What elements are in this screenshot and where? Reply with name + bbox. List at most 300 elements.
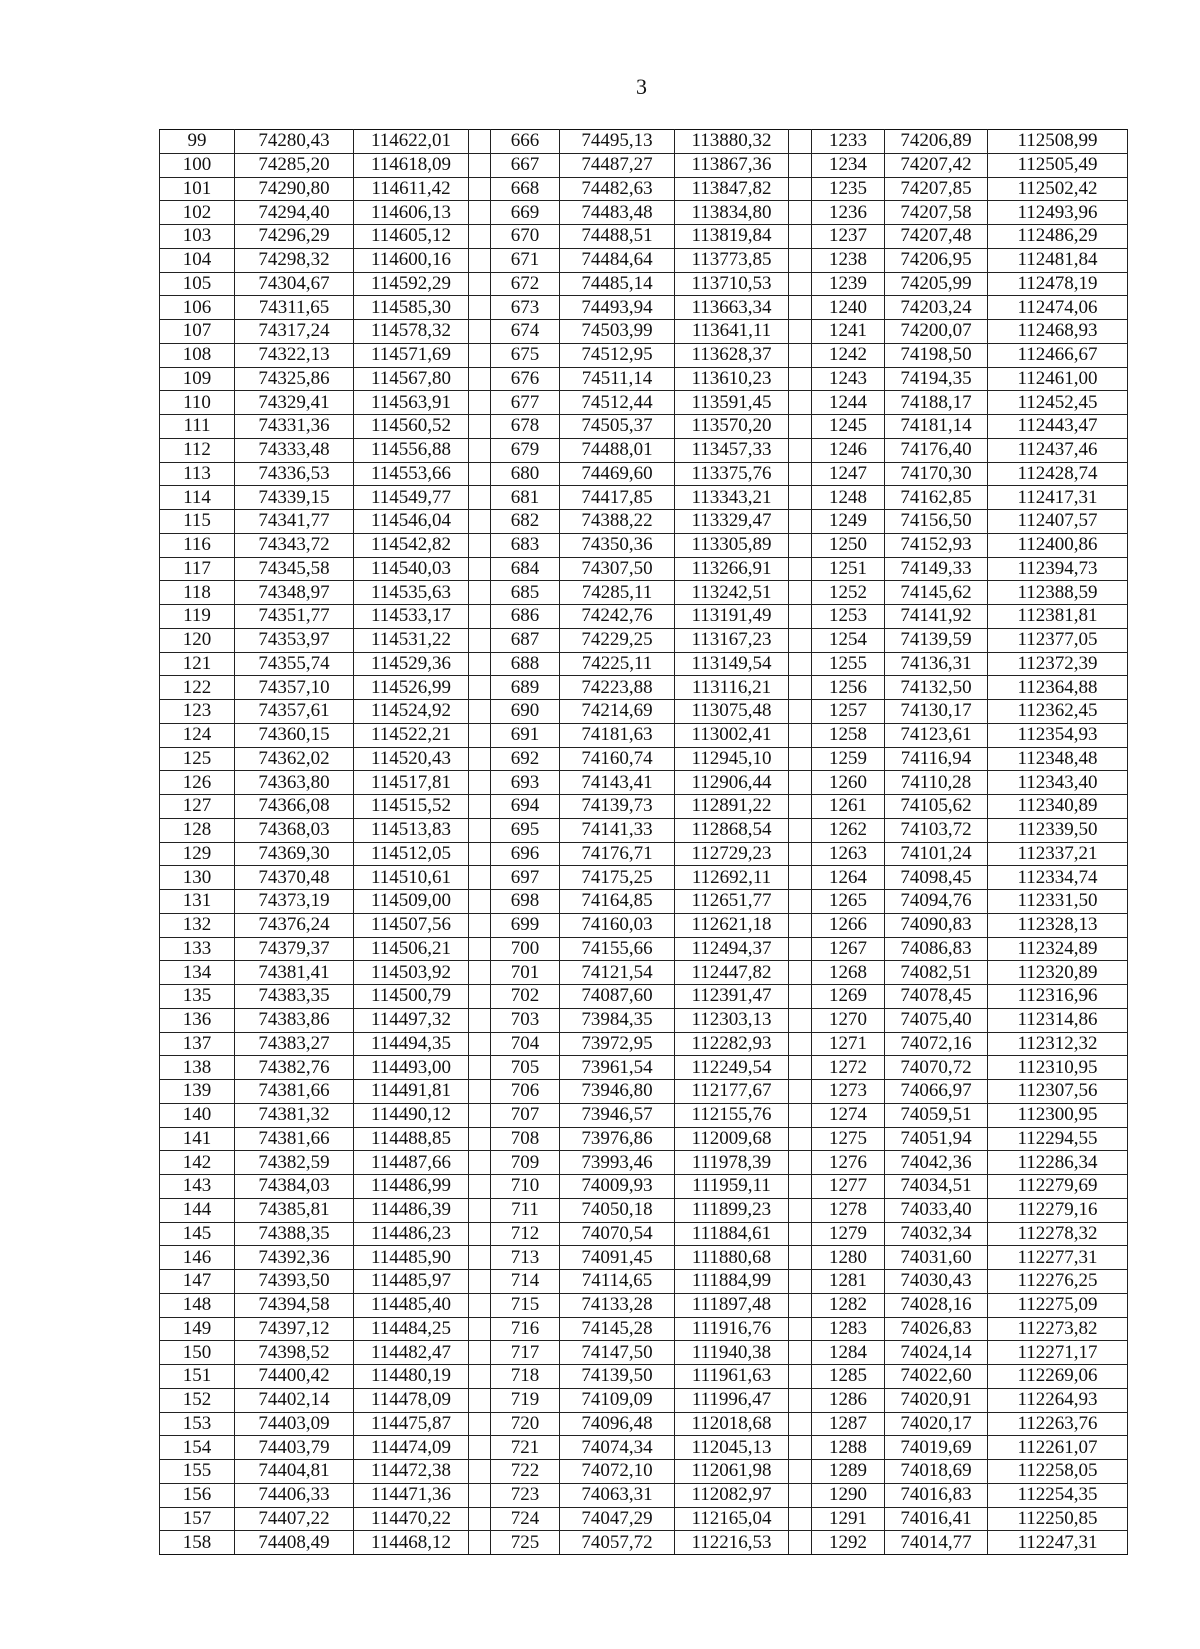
x-coordinate-cell: 74200,07 xyxy=(885,320,988,344)
point-number-cell: 1288 xyxy=(812,1436,885,1460)
point-number-cell: 666 xyxy=(491,130,560,154)
y-coordinate-cell: 114618,09 xyxy=(354,153,469,177)
point-number-cell: 127 xyxy=(160,795,235,819)
point-number-cell: 671 xyxy=(491,248,560,272)
point-number-cell: 133 xyxy=(160,937,235,961)
point-number-cell: 157 xyxy=(160,1507,235,1531)
column-separator xyxy=(469,1246,491,1270)
point-number-cell: 1263 xyxy=(812,842,885,866)
y-coordinate-cell: 112891,22 xyxy=(675,795,789,819)
x-coordinate-cell: 74205,99 xyxy=(885,272,988,296)
point-number-cell: 1237 xyxy=(812,225,885,249)
x-coordinate-cell: 74164,85 xyxy=(560,890,675,914)
point-number-cell: 136 xyxy=(160,1008,235,1032)
column-separator xyxy=(789,153,812,177)
y-coordinate-cell: 114494,35 xyxy=(354,1032,469,1056)
column-separator xyxy=(469,866,491,890)
x-coordinate-cell: 74091,45 xyxy=(560,1246,675,1270)
x-coordinate-cell: 74357,10 xyxy=(235,676,354,700)
point-number-cell: 126 xyxy=(160,771,235,795)
x-coordinate-cell: 74482,63 xyxy=(560,177,675,201)
column-separator xyxy=(789,1436,812,1460)
point-number-cell: 1277 xyxy=(812,1175,885,1199)
column-separator xyxy=(789,320,812,344)
table-row xyxy=(160,1080,1128,1104)
point-number-cell: 1243 xyxy=(812,367,885,391)
column-separator xyxy=(469,1151,491,1175)
table-row xyxy=(160,486,1128,510)
table-row xyxy=(160,1507,1128,1531)
column-separator xyxy=(789,296,812,320)
column-separator xyxy=(469,415,491,439)
x-coordinate-cell: 74086,83 xyxy=(885,937,988,961)
y-coordinate-cell: 112362,45 xyxy=(988,700,1128,724)
column-separator xyxy=(469,1507,491,1531)
point-number-cell: 698 xyxy=(491,890,560,914)
point-number-cell: 1244 xyxy=(812,391,885,415)
y-coordinate-cell: 113191,49 xyxy=(675,605,789,629)
y-coordinate-cell: 112388,59 xyxy=(988,581,1128,605)
y-coordinate-cell: 112155,76 xyxy=(675,1103,789,1127)
column-separator xyxy=(469,842,491,866)
column-separator xyxy=(789,1365,812,1389)
x-coordinate-cell: 74121,54 xyxy=(560,961,675,985)
y-coordinate-cell: 111884,61 xyxy=(675,1222,789,1246)
x-coordinate-cell: 74294,40 xyxy=(235,201,354,225)
y-coordinate-cell: 113266,91 xyxy=(675,557,789,581)
point-number-cell: 123 xyxy=(160,700,235,724)
point-number-cell: 1265 xyxy=(812,890,885,914)
point-number-cell: 103 xyxy=(160,225,235,249)
table-row xyxy=(160,1531,1128,1555)
column-separator xyxy=(789,676,812,700)
x-coordinate-cell: 74207,42 xyxy=(885,153,988,177)
column-separator xyxy=(469,818,491,842)
column-separator xyxy=(469,1103,491,1127)
y-coordinate-cell: 112328,13 xyxy=(988,913,1128,937)
y-coordinate-cell: 114606,13 xyxy=(354,201,469,225)
column-separator xyxy=(469,1222,491,1246)
column-separator xyxy=(469,700,491,724)
point-number-cell: 694 xyxy=(491,795,560,819)
x-coordinate-cell: 74207,48 xyxy=(885,225,988,249)
point-number-cell: 141 xyxy=(160,1127,235,1151)
x-coordinate-cell: 74488,01 xyxy=(560,438,675,462)
column-separator xyxy=(469,510,491,534)
x-coordinate-cell: 74350,36 xyxy=(560,533,675,557)
x-coordinate-cell: 74404,81 xyxy=(235,1460,354,1484)
column-separator xyxy=(469,1270,491,1294)
x-coordinate-cell: 74376,24 xyxy=(235,913,354,937)
point-number-cell: 1283 xyxy=(812,1317,885,1341)
x-coordinate-cell: 74203,24 xyxy=(885,296,988,320)
x-coordinate-cell: 74512,95 xyxy=(560,343,675,367)
y-coordinate-cell: 114488,85 xyxy=(354,1127,469,1151)
column-separator xyxy=(789,771,812,795)
x-coordinate-cell: 74382,59 xyxy=(235,1151,354,1175)
point-number-cell: 105 xyxy=(160,272,235,296)
table-row xyxy=(160,1293,1128,1317)
y-coordinate-cell: 112443,47 xyxy=(988,415,1128,439)
y-coordinate-cell: 111978,39 xyxy=(675,1151,789,1175)
x-coordinate-cell: 74353,97 xyxy=(235,628,354,652)
point-number-cell: 1241 xyxy=(812,320,885,344)
column-separator xyxy=(469,652,491,676)
point-number-cell: 149 xyxy=(160,1317,235,1341)
x-coordinate-cell: 74096,48 xyxy=(560,1412,675,1436)
point-number-cell: 692 xyxy=(491,747,560,771)
x-coordinate-cell: 74505,37 xyxy=(560,415,675,439)
y-coordinate-cell: 114472,38 xyxy=(354,1460,469,1484)
x-coordinate-cell: 74388,35 xyxy=(235,1222,354,1246)
y-coordinate-cell: 112478,19 xyxy=(988,272,1128,296)
y-coordinate-cell: 112310,95 xyxy=(988,1056,1128,1080)
point-number-cell: 1280 xyxy=(812,1246,885,1270)
point-number-cell: 1234 xyxy=(812,153,885,177)
y-coordinate-cell: 113375,76 xyxy=(675,462,789,486)
x-coordinate-cell: 74317,24 xyxy=(235,320,354,344)
x-coordinate-cell: 74145,28 xyxy=(560,1317,675,1341)
point-number-cell: 1260 xyxy=(812,771,885,795)
point-number-cell: 683 xyxy=(491,533,560,557)
point-number-cell: 158 xyxy=(160,1531,235,1555)
x-coordinate-cell: 74322,13 xyxy=(235,343,354,367)
x-coordinate-cell: 74402,14 xyxy=(235,1388,354,1412)
x-coordinate-cell: 74285,11 xyxy=(560,581,675,605)
point-number-cell: 691 xyxy=(491,723,560,747)
column-separator xyxy=(789,1270,812,1294)
column-separator xyxy=(469,1198,491,1222)
column-separator xyxy=(469,890,491,914)
point-number-cell: 144 xyxy=(160,1198,235,1222)
column-separator xyxy=(469,438,491,462)
table-row xyxy=(160,367,1128,391)
table-row xyxy=(160,1056,1128,1080)
y-coordinate-cell: 114549,77 xyxy=(354,486,469,510)
table-row xyxy=(160,1365,1128,1389)
column-separator xyxy=(789,438,812,462)
table-row xyxy=(160,605,1128,629)
y-coordinate-cell: 114482,47 xyxy=(354,1341,469,1365)
column-separator xyxy=(789,225,812,249)
column-separator xyxy=(469,1056,491,1080)
table-row xyxy=(160,557,1128,581)
point-number-cell: 132 xyxy=(160,913,235,937)
x-coordinate-cell: 73993,46 xyxy=(560,1151,675,1175)
y-coordinate-cell: 112486,29 xyxy=(988,225,1128,249)
x-coordinate-cell: 74074,34 xyxy=(560,1436,675,1460)
y-coordinate-cell: 112334,74 xyxy=(988,866,1128,890)
point-number-cell: 706 xyxy=(491,1080,560,1104)
x-coordinate-cell: 74139,73 xyxy=(560,795,675,819)
y-coordinate-cell: 112250,85 xyxy=(988,1507,1128,1531)
point-number-cell: 120 xyxy=(160,628,235,652)
y-coordinate-cell: 114526,99 xyxy=(354,676,469,700)
point-number-cell: 1275 xyxy=(812,1127,885,1151)
y-coordinate-cell: 112381,81 xyxy=(988,605,1128,629)
y-coordinate-cell: 113880,32 xyxy=(675,130,789,154)
y-coordinate-cell: 114592,29 xyxy=(354,272,469,296)
column-separator xyxy=(789,723,812,747)
x-coordinate-cell: 74130,17 xyxy=(885,700,988,724)
y-coordinate-cell: 114560,52 xyxy=(354,415,469,439)
point-number-cell: 1254 xyxy=(812,628,885,652)
point-number-cell: 1276 xyxy=(812,1151,885,1175)
column-separator xyxy=(789,890,812,914)
column-separator xyxy=(469,557,491,581)
point-number-cell: 1235 xyxy=(812,177,885,201)
y-coordinate-cell: 113305,89 xyxy=(675,533,789,557)
y-coordinate-cell: 112461,00 xyxy=(988,367,1128,391)
column-separator xyxy=(469,747,491,771)
x-coordinate-cell: 74298,32 xyxy=(235,248,354,272)
table-row xyxy=(160,652,1128,676)
x-coordinate-cell: 74400,42 xyxy=(235,1365,354,1389)
point-number-cell: 710 xyxy=(491,1175,560,1199)
x-coordinate-cell: 74028,16 xyxy=(885,1293,988,1317)
point-number-cell: 125 xyxy=(160,747,235,771)
y-coordinate-cell: 114563,91 xyxy=(354,391,469,415)
x-coordinate-cell: 74032,34 xyxy=(885,1222,988,1246)
x-coordinate-cell: 74381,32 xyxy=(235,1103,354,1127)
column-separator xyxy=(789,1341,812,1365)
y-coordinate-cell: 112348,48 xyxy=(988,747,1128,771)
column-separator xyxy=(469,367,491,391)
point-number-cell: 686 xyxy=(491,605,560,629)
y-coordinate-cell: 112337,21 xyxy=(988,842,1128,866)
table-row xyxy=(160,415,1128,439)
y-coordinate-cell: 114468,12 xyxy=(354,1531,469,1555)
point-number-cell: 1256 xyxy=(812,676,885,700)
column-separator xyxy=(469,391,491,415)
x-coordinate-cell: 74345,58 xyxy=(235,557,354,581)
x-coordinate-cell: 73946,57 xyxy=(560,1103,675,1127)
point-number-cell: 113 xyxy=(160,462,235,486)
y-coordinate-cell: 112286,34 xyxy=(988,1151,1128,1175)
x-coordinate-cell: 74304,67 xyxy=(235,272,354,296)
column-separator xyxy=(789,1103,812,1127)
x-coordinate-cell: 74078,45 xyxy=(885,985,988,1009)
x-coordinate-cell: 74329,41 xyxy=(235,391,354,415)
point-number-cell: 675 xyxy=(491,343,560,367)
x-coordinate-cell: 74033,40 xyxy=(885,1198,988,1222)
table-row xyxy=(160,581,1128,605)
point-number-cell: 700 xyxy=(491,937,560,961)
y-coordinate-cell: 112407,57 xyxy=(988,510,1128,534)
x-coordinate-cell: 73976,86 xyxy=(560,1127,675,1151)
point-number-cell: 1249 xyxy=(812,510,885,534)
table-row xyxy=(160,1341,1128,1365)
point-number-cell: 153 xyxy=(160,1412,235,1436)
point-number-cell: 701 xyxy=(491,961,560,985)
y-coordinate-cell: 112481,84 xyxy=(988,248,1128,272)
y-coordinate-cell: 114605,12 xyxy=(354,225,469,249)
column-separator xyxy=(469,1388,491,1412)
column-separator xyxy=(469,1080,491,1104)
column-separator xyxy=(789,1531,812,1555)
x-coordinate-cell: 74103,72 xyxy=(885,818,988,842)
x-coordinate-cell: 74394,58 xyxy=(235,1293,354,1317)
y-coordinate-cell: 111897,48 xyxy=(675,1293,789,1317)
column-separator xyxy=(789,818,812,842)
table-row xyxy=(160,1317,1128,1341)
x-coordinate-cell: 74139,59 xyxy=(885,628,988,652)
y-coordinate-cell: 112651,77 xyxy=(675,890,789,914)
column-separator xyxy=(789,628,812,652)
y-coordinate-cell: 113710,53 xyxy=(675,272,789,296)
column-separator xyxy=(789,1483,812,1507)
point-number-cell: 1252 xyxy=(812,581,885,605)
table-row xyxy=(160,272,1128,296)
y-coordinate-cell: 114567,80 xyxy=(354,367,469,391)
point-number-cell: 1246 xyxy=(812,438,885,462)
column-separator xyxy=(789,1388,812,1412)
x-coordinate-cell: 74214,69 xyxy=(560,700,675,724)
point-number-cell: 714 xyxy=(491,1270,560,1294)
column-separator xyxy=(789,985,812,1009)
y-coordinate-cell: 113819,84 xyxy=(675,225,789,249)
table-row xyxy=(160,842,1128,866)
point-number-cell: 1239 xyxy=(812,272,885,296)
x-coordinate-cell: 74331,36 xyxy=(235,415,354,439)
y-coordinate-cell: 114578,32 xyxy=(354,320,469,344)
x-coordinate-cell: 74366,08 xyxy=(235,795,354,819)
y-coordinate-cell: 113329,47 xyxy=(675,510,789,534)
x-coordinate-cell: 74373,19 xyxy=(235,890,354,914)
point-number-cell: 672 xyxy=(491,272,560,296)
x-coordinate-cell: 74050,18 xyxy=(560,1198,675,1222)
point-number-cell: 1262 xyxy=(812,818,885,842)
column-separator xyxy=(469,676,491,700)
column-separator xyxy=(789,1080,812,1104)
x-coordinate-cell: 74094,76 xyxy=(885,890,988,914)
y-coordinate-cell: 114585,30 xyxy=(354,296,469,320)
y-coordinate-cell: 112294,55 xyxy=(988,1127,1128,1151)
y-coordinate-cell: 114470,22 xyxy=(354,1507,469,1531)
y-coordinate-cell: 112307,56 xyxy=(988,1080,1128,1104)
column-separator xyxy=(789,272,812,296)
y-coordinate-cell: 112692,11 xyxy=(675,866,789,890)
table-row xyxy=(160,533,1128,557)
point-number-cell: 138 xyxy=(160,1056,235,1080)
column-separator xyxy=(789,937,812,961)
y-coordinate-cell: 114474,09 xyxy=(354,1436,469,1460)
table-row xyxy=(160,1032,1128,1056)
x-coordinate-cell: 74176,71 xyxy=(560,842,675,866)
column-separator xyxy=(789,1317,812,1341)
table-row xyxy=(160,1008,1128,1032)
x-coordinate-cell: 74341,77 xyxy=(235,510,354,534)
point-number-cell: 1253 xyxy=(812,605,885,629)
y-coordinate-cell: 112400,86 xyxy=(988,533,1128,557)
x-coordinate-cell: 74383,35 xyxy=(235,985,354,1009)
y-coordinate-cell: 113591,45 xyxy=(675,391,789,415)
point-number-cell: 107 xyxy=(160,320,235,344)
point-number-cell: 118 xyxy=(160,581,235,605)
point-number-cell: 682 xyxy=(491,510,560,534)
point-number-cell: 131 xyxy=(160,890,235,914)
point-number-cell: 102 xyxy=(160,201,235,225)
point-number-cell: 1264 xyxy=(812,866,885,890)
point-number-cell: 1261 xyxy=(812,795,885,819)
column-separator xyxy=(469,628,491,652)
column-separator xyxy=(789,700,812,724)
y-coordinate-cell: 113610,23 xyxy=(675,367,789,391)
x-coordinate-cell: 74136,31 xyxy=(885,652,988,676)
y-coordinate-cell: 112729,23 xyxy=(675,842,789,866)
x-coordinate-cell: 74407,22 xyxy=(235,1507,354,1531)
y-coordinate-cell: 112468,93 xyxy=(988,320,1128,344)
y-coordinate-cell: 114485,97 xyxy=(354,1270,469,1294)
y-coordinate-cell: 114486,39 xyxy=(354,1198,469,1222)
x-coordinate-cell: 74194,35 xyxy=(885,367,988,391)
point-number-cell: 1274 xyxy=(812,1103,885,1127)
y-coordinate-cell: 114611,42 xyxy=(354,177,469,201)
point-number-cell: 1268 xyxy=(812,961,885,985)
point-number-cell: 720 xyxy=(491,1412,560,1436)
point-number-cell: 1250 xyxy=(812,533,885,557)
x-coordinate-cell: 74149,33 xyxy=(885,557,988,581)
x-coordinate-cell: 74109,09 xyxy=(560,1388,675,1412)
table-row xyxy=(160,1388,1128,1412)
table-row xyxy=(160,1246,1128,1270)
point-number-cell: 151 xyxy=(160,1365,235,1389)
y-coordinate-cell: 112394,73 xyxy=(988,557,1128,581)
x-coordinate-cell: 74339,15 xyxy=(235,486,354,510)
x-coordinate-cell: 74406,33 xyxy=(235,1483,354,1507)
point-number-cell: 670 xyxy=(491,225,560,249)
x-coordinate-cell: 74311,65 xyxy=(235,296,354,320)
point-number-cell: 1270 xyxy=(812,1008,885,1032)
x-coordinate-cell: 74511,14 xyxy=(560,367,675,391)
point-number-cell: 1279 xyxy=(812,1222,885,1246)
column-separator xyxy=(789,486,812,510)
x-coordinate-cell: 73984,35 xyxy=(560,1008,675,1032)
y-coordinate-cell: 114486,99 xyxy=(354,1175,469,1199)
y-coordinate-cell: 114524,92 xyxy=(354,700,469,724)
x-coordinate-cell: 74198,50 xyxy=(885,343,988,367)
point-number-cell: 1281 xyxy=(812,1270,885,1294)
x-coordinate-cell: 74123,61 xyxy=(885,723,988,747)
point-number-cell: 1289 xyxy=(812,1460,885,1484)
point-number-cell: 702 xyxy=(491,985,560,1009)
x-coordinate-cell: 73972,95 xyxy=(560,1032,675,1056)
column-separator xyxy=(469,462,491,486)
table-row xyxy=(160,1127,1128,1151)
point-number-cell: 721 xyxy=(491,1436,560,1460)
column-separator xyxy=(789,652,812,676)
x-coordinate-cell: 74075,40 xyxy=(885,1008,988,1032)
y-coordinate-cell: 114493,00 xyxy=(354,1056,469,1080)
table-row xyxy=(160,320,1128,344)
x-coordinate-cell: 74207,58 xyxy=(885,201,988,225)
x-coordinate-cell: 73961,54 xyxy=(560,1056,675,1080)
point-number-cell: 150 xyxy=(160,1341,235,1365)
y-coordinate-cell: 114556,88 xyxy=(354,438,469,462)
x-coordinate-cell: 74139,50 xyxy=(560,1365,675,1389)
point-number-cell: 715 xyxy=(491,1293,560,1317)
column-separator xyxy=(469,581,491,605)
y-coordinate-cell: 112165,04 xyxy=(675,1507,789,1531)
point-number-cell: 1251 xyxy=(812,557,885,581)
x-coordinate-cell: 74143,41 xyxy=(560,771,675,795)
point-number-cell: 106 xyxy=(160,296,235,320)
column-separator xyxy=(789,1008,812,1032)
y-coordinate-cell: 112354,93 xyxy=(988,723,1128,747)
table-row xyxy=(160,676,1128,700)
x-coordinate-cell: 74105,62 xyxy=(885,795,988,819)
y-coordinate-cell: 112271,17 xyxy=(988,1341,1128,1365)
